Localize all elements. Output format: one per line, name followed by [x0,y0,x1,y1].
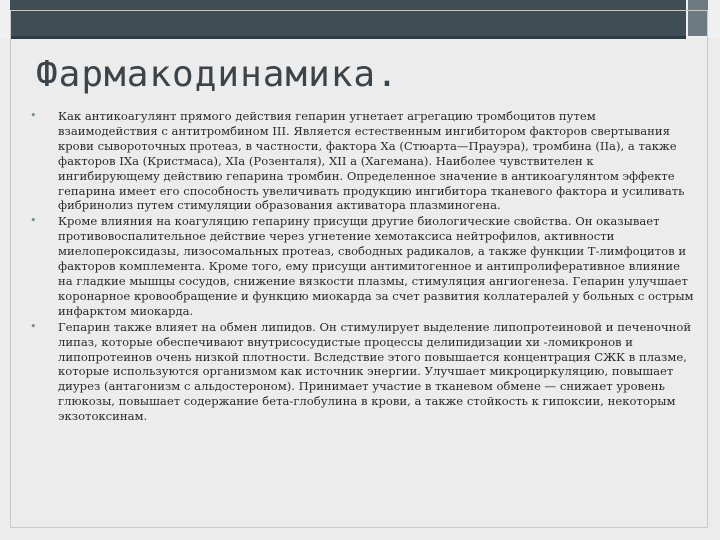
bullet-text: Гепарин также влияет на обмен липидов. Он стимулирует выделение липопротеиновой и печеночной липаз, которые обеспечивают внутрисосудистые процессы делипидизации хи -ломикронов и липопротеинов очень низкой плотности. Вследствие этого повышается концентрация СЖК в плазме, которые используются организмом как источник энергии. Улучшает микроциркуляцию, повышает диурез (антагонизм с альдостероном). Принимает участие в тканевом обмене — снижает уровень глюкозы, повышает содержание бета-глобулина в крови, а также стойкость к гипоксии, некоторым экзотоксинам. [58,319,692,424]
bullet-list [22,109,698,425]
bullet-text: Как антикоагулянт прямого действия гепарин угнетает агрегацию тромбоцитов путем взаимодействия с антитромбином III. Является естественным ингибитором факторов свертывания крови сывороточных протеаз, в частности, фактора Xa (Стюарта—Прауэра), тромбина (IIa), а также факторов IXa (Кристмаса), XIa (Розенталя), XII a (Хагемана). Наиболее чувствителен к ингибирующему действию гепарина тромбин. Определенное значение в антикоагулянтом эффекте гепарина имеет его способность увеличивать продукцию ингибитора тканевого фактора и усиливать фибринолиз путем стимуляции образования активатора плазминогена. [58,109,685,213]
bullet-item [22,109,698,213]
bullet-marker-icon: • [30,319,37,333]
slide-title: Фармакодинамика. [36,54,399,95]
bullet-item [22,320,698,424]
bullet-marker-icon: • [30,214,37,228]
bullet-item [22,214,698,318]
bullet-marker-icon: • [30,109,37,122]
bullet-text: Кроме влияния на коагуляцию гепарину присущи другие биологические свойства. Он оказывает противовоспалительное действие через угнетение хемотаксиса нейтрофилов, активности миелопероксидазы, лизосомальных протеаз, свободных радикалов, а также функции Т-лимфоцитов и факторов комплемента. Кроме того, ему присущи антимитогенное и антипролиферативное влияние на гладкие мышцы сосудов, снижение вязкости плазмы, стимуляция ангиогенеза. Гепарин улучшает коронарное кровообращение и функцию миокарда за счет развития коллатералей у больных с острым инфарктом миокарда. [58,214,694,318]
